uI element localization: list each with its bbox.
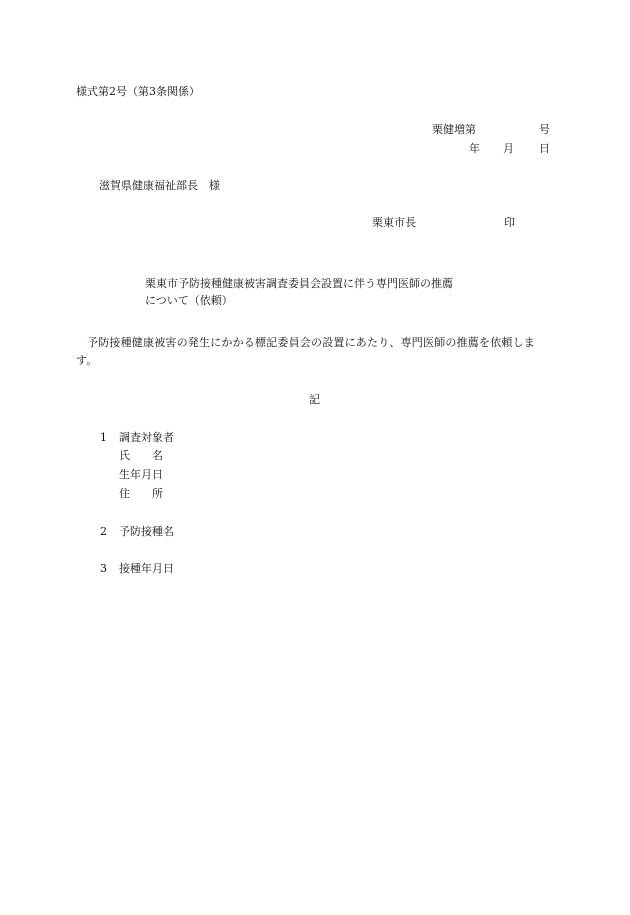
item-label: 接種年月日 [119,562,174,575]
date-day: 日 [539,142,550,155]
body-text: 予防接種健康被害の発生にかかる標記委員会の設置にあたり、専門医師の推薦を依頼します。 [76,336,535,367]
sender-name: 栗東市長 [372,216,416,229]
sub-item-birthdate: 生年月日 [119,468,163,481]
item-label: 調査対象者 [119,431,174,444]
subject-line-2: について（依頼） [145,294,233,307]
subject-line-1: 栗東市予防接種健康被害調査委員会設置に伴う専門医師の推薦 [145,277,453,290]
item-number: 3 [100,562,107,575]
date-month: 月 [503,142,514,155]
item-label: 予防接種名 [119,525,174,538]
sub-item-address: 住 所 [119,487,163,500]
note-heading: 記 [309,393,320,406]
doc-number-prefix: 栗健増第 [432,123,476,136]
form-label: 様式第2号（第3条関係） [76,85,200,98]
item-number: 1 [100,431,107,444]
sub-item-name: 氏 名 [119,449,163,462]
item-number: 2 [100,525,107,538]
seal-mark: 印 [504,216,515,229]
recipient: 滋賀県健康福祉部長 様 [99,179,220,192]
doc-number-suffix: 号 [539,123,550,136]
date-year: 年 [469,142,480,155]
